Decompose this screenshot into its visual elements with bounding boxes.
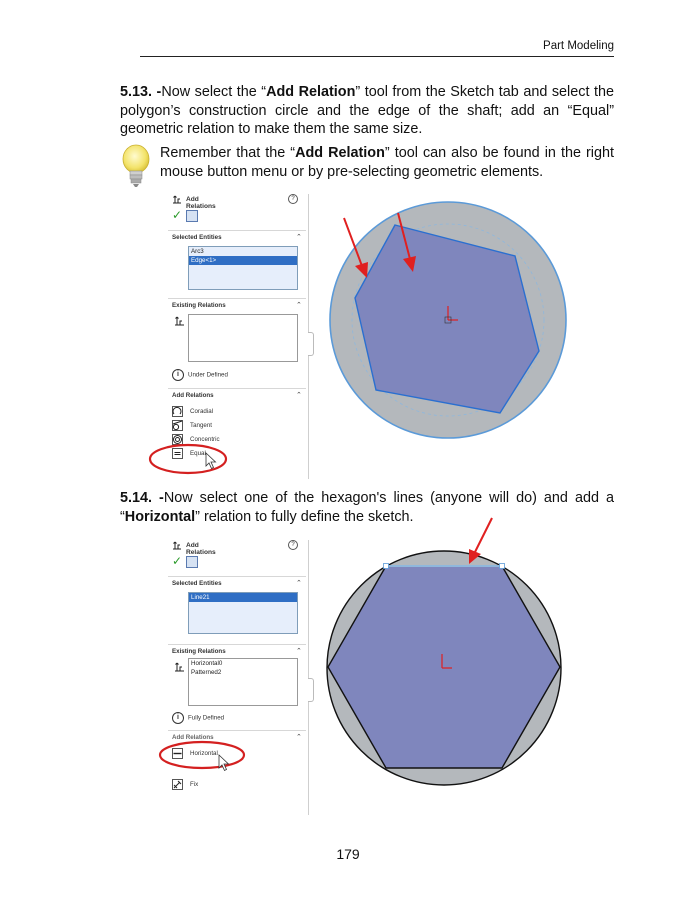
fix-icon[interactable] bbox=[172, 779, 183, 790]
text-run: Now select one of the hexagon's lines (anyone will do) and add a “ bbox=[120, 490, 614, 525]
add-relations-label: Add Relations bbox=[172, 734, 214, 741]
ok-check-icon[interactable]: ✓ bbox=[172, 208, 183, 222]
divider bbox=[168, 730, 306, 731]
list-item[interactable]: Patterned2 bbox=[191, 669, 222, 676]
page-header bbox=[140, 40, 614, 57]
panel-collapse-tab[interactable] bbox=[308, 332, 314, 356]
section-title: Part Modeling bbox=[543, 40, 614, 52]
sketch-status bbox=[172, 369, 228, 381]
page-number: 179 bbox=[336, 846, 360, 862]
relation-concentric[interactable]: Concentric bbox=[190, 436, 220, 443]
collapse-caret-icon[interactable]: ⌃ bbox=[296, 580, 302, 587]
divider bbox=[168, 644, 306, 645]
highlight-ellipse bbox=[156, 738, 252, 772]
relation-icon bbox=[174, 662, 185, 672]
help-icon[interactable]: ? bbox=[288, 194, 298, 204]
panel-collapse-tab[interactable] bbox=[308, 678, 314, 702]
add-relation-icon bbox=[172, 540, 182, 550]
list-item[interactable]: Horizontal0 bbox=[191, 660, 223, 667]
pin-button[interactable] bbox=[186, 210, 198, 222]
relation-tangent[interactable]: Tangent bbox=[190, 422, 213, 429]
step-5-13-text bbox=[120, 83, 614, 139]
status-text: Under Defined bbox=[188, 371, 228, 379]
tip-text bbox=[160, 144, 614, 181]
highlight-ellipse bbox=[148, 442, 238, 478]
relation-equal[interactable]: Equal bbox=[190, 450, 206, 457]
collapse-caret-icon[interactable]: ⌃ bbox=[296, 734, 302, 741]
help-icon[interactable]: ? bbox=[288, 540, 298, 550]
existing-relations-list[interactable] bbox=[188, 314, 298, 362]
divider bbox=[168, 388, 306, 389]
add-relations-label: Add Relations bbox=[172, 392, 214, 399]
relation-name: Horizontal bbox=[124, 508, 196, 525]
add-relation-icon bbox=[172, 194, 182, 204]
ok-check-icon[interactable]: ✓ bbox=[172, 554, 183, 568]
tangent-icon[interactable] bbox=[172, 420, 183, 431]
tool-name: Add Relation bbox=[295, 145, 385, 161]
text-run: Now select the “ bbox=[161, 84, 267, 100]
pin-button[interactable] bbox=[186, 556, 198, 568]
text-run: ” relation to fully define the sketch. bbox=[195, 508, 414, 525]
list-item[interactable]: Arc3 bbox=[191, 248, 204, 255]
sketch-status bbox=[172, 712, 224, 724]
existing-relations-label: Existing Relations bbox=[172, 302, 226, 309]
panel-title-text: Add Relations bbox=[186, 542, 216, 556]
existing-relations-label: Existing Relations bbox=[172, 648, 226, 655]
sketch-graphic-equal bbox=[332, 196, 572, 452]
relation-icon bbox=[174, 316, 185, 326]
coradial-icon[interactable] bbox=[172, 406, 183, 417]
mouse-cursor-icon bbox=[218, 754, 232, 772]
sketch-graphic-horizontal bbox=[322, 516, 572, 832]
collapse-caret-icon[interactable]: ⌃ bbox=[296, 392, 302, 399]
divider bbox=[168, 576, 306, 577]
selected-entities-list[interactable] bbox=[188, 592, 298, 634]
collapse-caret-icon[interactable]: ⌃ bbox=[296, 648, 302, 655]
collapse-caret-icon[interactable]: ⌃ bbox=[296, 302, 302, 309]
selected-entities-list[interactable] bbox=[188, 246, 298, 290]
relation-coradial[interactable]: Coradial bbox=[190, 408, 214, 415]
divider bbox=[168, 230, 306, 231]
text-run: ” tool from the Sketch tab and select the polygon’s construction circle and the edge of the shaft; add an “Equal” geometric relation to make them the same size. bbox=[120, 84, 614, 138]
tool-name: Add Relation bbox=[266, 84, 356, 100]
divider bbox=[168, 298, 306, 299]
text-run: ” tool can also be found in the right mouse button menu or by pre-selecting geometric elements. bbox=[160, 145, 614, 180]
status-text: Fully Defined bbox=[188, 714, 225, 722]
relation-fix[interactable]: Fix bbox=[190, 781, 199, 788]
panel-title-text: Add Relations bbox=[186, 196, 216, 210]
tip-note bbox=[120, 144, 614, 188]
add-relations-panel-1 bbox=[168, 194, 308, 479]
list-item[interactable]: Edge<1> bbox=[189, 256, 297, 265]
mouse-cursor-icon bbox=[205, 452, 219, 470]
step-number: 5.13. - bbox=[120, 84, 162, 100]
list-item[interactable]: Line21 bbox=[189, 593, 297, 602]
step-number: 5.14. - bbox=[120, 490, 164, 506]
selected-entities-label: Selected Entities bbox=[172, 234, 222, 241]
lightbulb-icon bbox=[120, 144, 152, 188]
info-icon: i bbox=[172, 712, 184, 724]
collapse-caret-icon[interactable]: ⌃ bbox=[296, 234, 302, 241]
text-run: Remember that the “ bbox=[160, 145, 296, 161]
selected-entities-label: Selected Entities bbox=[172, 580, 222, 587]
relation-horizontal[interactable]: Horizontal bbox=[190, 750, 218, 757]
add-relations-panel-2 bbox=[168, 540, 308, 815]
existing-relations-list[interactable] bbox=[188, 658, 298, 706]
info-icon: i bbox=[172, 369, 184, 381]
